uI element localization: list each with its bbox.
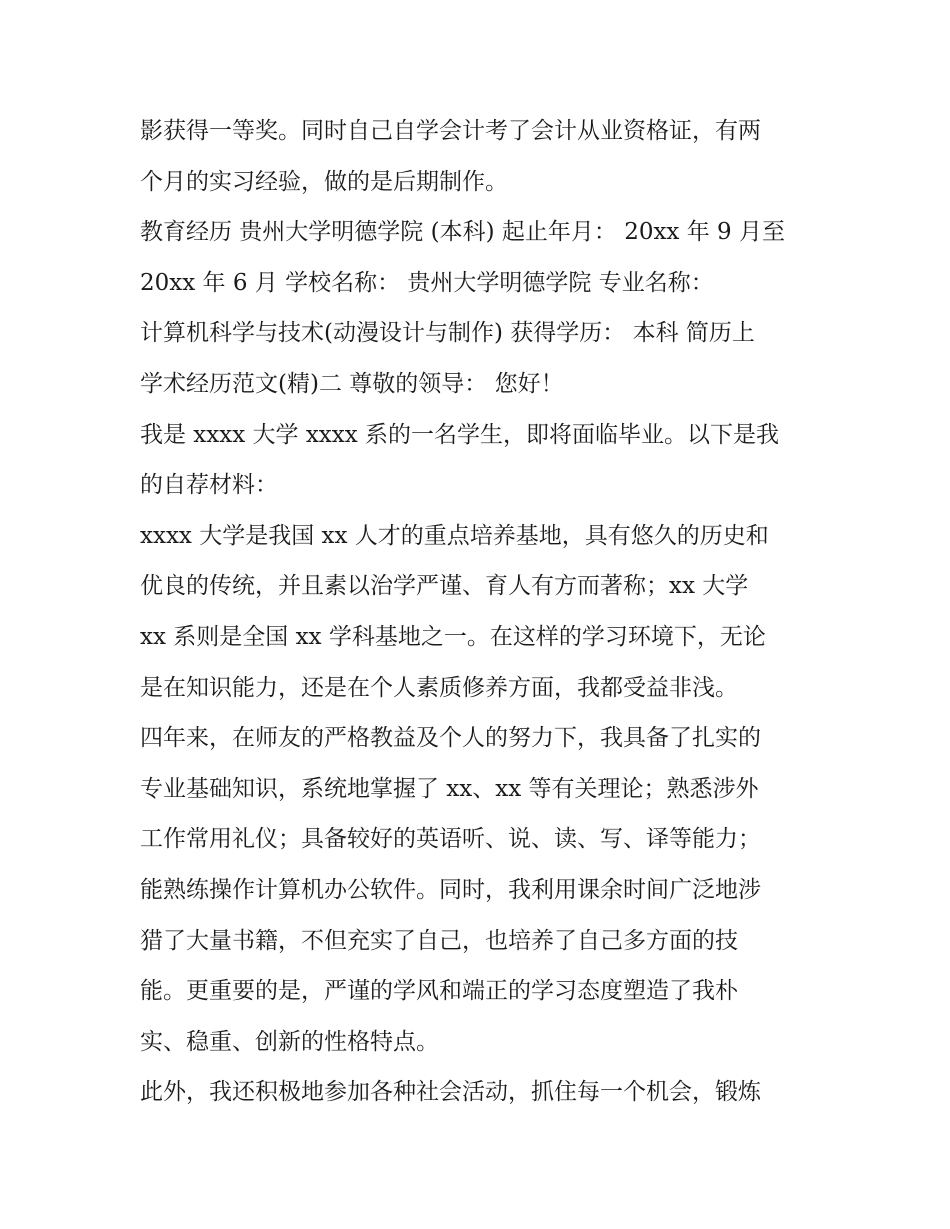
text-line-3: 教育经历 贵州大学明德学院 (本科) 起止年月： 20xx 年 9 月至	[140, 219, 785, 246]
text-line-11: xx 系则是全国 xx 学科基地之一。在这样的学习环境下，无论	[140, 623, 766, 650]
text-line-2: 个月的实习经验，做的是后期制作。	[140, 168, 508, 195]
text-line-14: 专业基础知识，系统地掌握了 xx、xx 等有关理论；熟悉涉外	[140, 775, 759, 802]
text-line-7: 我是 xxxx 大学 xxxx 系的一名学生，即将面临毕业。以下是我	[140, 421, 780, 448]
text-line-20: 此外，我还积极地参加各种社会活动，抓住每一个机会，锻炼	[140, 1079, 761, 1106]
text-line-15: 工作常用礼仪；具备较好的英语听、说、读、写、译等能力；	[140, 826, 761, 853]
text-line-19: 实、稳重、创新的性格特点。	[140, 1028, 439, 1055]
text-line-12: 是在知识能力，还是在个人素质修养方面，我都受益非浅。	[140, 674, 738, 701]
text-line-18: 能。更重要的是，严谨的学风和端正的学习态度塑造了我朴	[140, 978, 738, 1005]
text-line-4: 20xx 年 6 月 学校名称： 贵州大学明德学院 专业名称：	[140, 269, 714, 296]
text-line-16: 能熟练操作计算机办公软件。同时，我利用课余时间广泛地涉	[140, 876, 761, 903]
text-line-10: 优良的传统，并且素以治学严谨、育人有方而著称；xx 大学	[140, 573, 749, 600]
text-line-5: 计算机科学与技术(动漫设计与制作) 获得学历： 本科 简历上	[140, 320, 755, 347]
text-line-8: 的自荐材料：	[140, 472, 278, 499]
text-line-6: 学术经历范文(精)二 尊敬的领导： 您好！	[140, 370, 564, 397]
document-body	[140, 106, 820, 1118]
text-line-13: 四年来，在师友的严格教益及个人的努力下，我具备了扎实的	[140, 725, 761, 752]
text-line-9: xxxx 大学是我国 xx 人才的重点培养基地，具有悠久的历史和	[140, 522, 769, 549]
text-line-1: 影获得一等奖。同时自己自学会计考了会计从业资格证，有两	[140, 118, 761, 144]
text-line-17: 猎了大量书籍，不但充实了自己，也培养了自己多方面的技	[140, 927, 738, 954]
